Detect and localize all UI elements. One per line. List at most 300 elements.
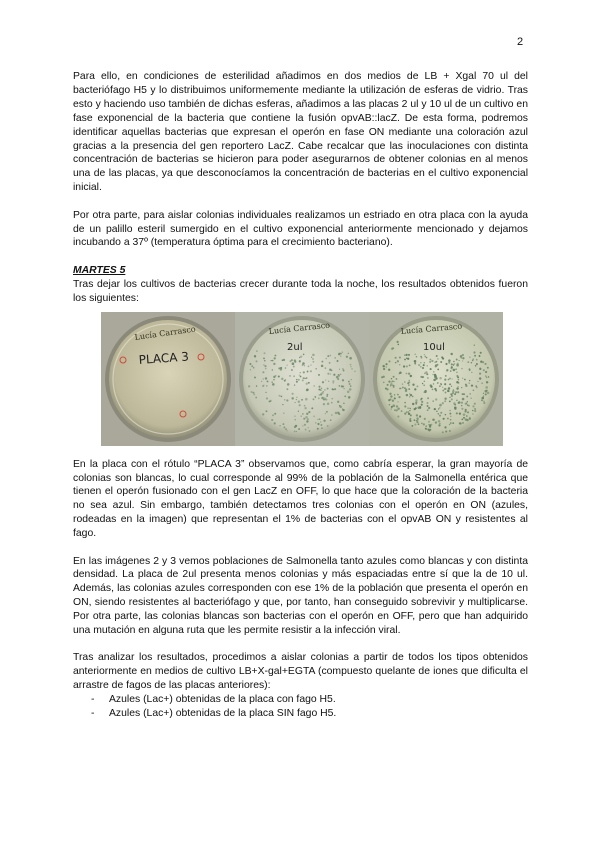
colony-dot xyxy=(409,419,411,421)
paragraph: En la placa con el rótulo “PLACA 3” observamos que, como cabría esperar, la gran mayoría de colonias son blancas, lo cual corresponde al 99% de la población de la Salmonella entérica que tienen el operón fusionado con el gen LacZ en OFF, lo que hace que la coloración de la bacteria no sea azul. Sin embargo, también detectamos tres colonias con el operón en ON (azules, rodeadas en la imagen) que representan el 1% de bacterias con el opvAB ON y resistentes al fago. xyxy=(73,458,528,540)
colony-dot xyxy=(313,385,314,386)
colony-dot xyxy=(349,357,352,360)
colony-dot xyxy=(406,393,408,395)
colony-dot xyxy=(463,393,465,395)
colony-dot xyxy=(485,375,486,376)
colony-dot xyxy=(313,415,315,417)
colony-dot xyxy=(414,362,416,364)
colony-dot xyxy=(325,367,327,369)
colony-dot xyxy=(333,382,334,383)
colony-dot xyxy=(320,421,321,422)
colony-dot xyxy=(463,416,465,418)
colony-dot xyxy=(348,396,351,399)
colony-dot xyxy=(477,380,478,381)
colony-dot xyxy=(452,422,454,424)
colony-dot xyxy=(262,413,264,415)
colony-dot xyxy=(299,360,301,362)
colony-dot xyxy=(469,368,471,370)
colony-dot xyxy=(433,371,434,372)
colony-dot xyxy=(449,412,451,414)
colony-dot xyxy=(253,367,255,369)
colony-dot xyxy=(444,397,446,399)
colony-dot xyxy=(420,362,421,363)
colony-dot xyxy=(263,357,265,359)
colony-dot xyxy=(479,377,481,379)
colony-dot xyxy=(456,399,457,400)
colony-dot xyxy=(422,382,424,384)
colony-dot xyxy=(451,385,452,386)
colony-dot xyxy=(304,407,306,409)
colony-dot xyxy=(421,403,423,405)
colony-dot xyxy=(471,371,472,372)
colony-dot xyxy=(438,408,439,409)
colony-dot xyxy=(432,400,434,402)
colony-dot xyxy=(249,363,251,365)
colony-dot xyxy=(456,387,458,389)
colony-dot xyxy=(420,365,422,367)
colony-dot xyxy=(404,387,406,389)
colony-dot xyxy=(483,401,485,403)
colony-dot xyxy=(439,407,440,408)
colony-dot xyxy=(406,411,408,413)
colony-dot xyxy=(350,363,352,365)
colony-dot xyxy=(392,399,394,401)
colony-dot xyxy=(397,360,399,362)
colony-dot xyxy=(406,372,408,374)
colony-dot xyxy=(424,355,426,357)
colony-dot xyxy=(324,389,325,390)
colony-dot xyxy=(448,359,451,362)
colony-dot xyxy=(443,417,445,419)
colony-dot xyxy=(409,364,411,366)
colony-dot xyxy=(407,357,409,359)
colony-dot xyxy=(350,366,351,367)
colony-dot xyxy=(402,383,403,384)
colony-dot xyxy=(331,414,333,416)
colony-dot xyxy=(481,382,482,383)
colony-dot xyxy=(286,364,287,365)
colony-dot xyxy=(383,381,385,383)
colony-dot xyxy=(285,367,287,369)
colony-dot xyxy=(461,407,463,409)
colony-dot xyxy=(322,381,324,383)
colony-dot xyxy=(439,377,441,379)
colony-dot xyxy=(448,361,450,363)
colony-dot xyxy=(303,371,305,373)
colony-dot xyxy=(305,428,307,430)
colony-dot xyxy=(397,401,398,402)
colony-dot xyxy=(458,359,459,360)
colony-dot xyxy=(272,369,273,370)
colony-dot xyxy=(318,374,320,376)
colony-dot xyxy=(427,377,429,379)
colony-dot xyxy=(462,377,463,378)
colony-dot xyxy=(315,367,317,369)
colony-dot xyxy=(398,396,400,398)
colony-dot xyxy=(332,388,334,390)
colony-dot xyxy=(461,404,463,406)
colony-dot xyxy=(347,390,350,393)
colony-dot xyxy=(472,405,474,407)
colony-dot xyxy=(437,358,439,360)
colony-dot xyxy=(451,394,453,396)
colony-dot xyxy=(321,427,323,429)
colony-dot xyxy=(410,418,412,420)
colony-dot xyxy=(342,368,344,370)
colony-dot xyxy=(330,419,332,421)
colony-dot xyxy=(319,388,320,389)
colony-dot xyxy=(289,360,291,362)
colony-dot xyxy=(428,420,430,422)
colony-dot xyxy=(334,357,336,359)
colony-dot xyxy=(434,408,436,410)
colony-dot xyxy=(464,378,466,380)
colony-dot xyxy=(459,422,461,424)
colony-dot xyxy=(388,380,390,382)
colony-dot xyxy=(318,397,320,399)
colony-dot xyxy=(402,386,404,388)
colony-dot xyxy=(286,399,288,401)
colony-dot xyxy=(267,380,269,382)
colony-dot xyxy=(313,398,315,400)
colony-dot xyxy=(298,410,299,411)
colony-dot xyxy=(474,409,476,411)
colony-dot xyxy=(383,367,385,369)
colony-dot xyxy=(291,369,293,371)
colony-dot xyxy=(406,357,408,359)
colony-dot xyxy=(434,387,436,389)
paragraph: En las imágenes 2 y 3 vemos poblaciones de Salmonella tanto azules como blancas y con distinta densidad. La placa de 2ul presenta menos colonias y más espaciadas entre sí que la de 10 ul. Además, las colonias azules corresponden con ese 1% de la población que presenta el operón en ON, siendo resistentes al bacteriófago y que, por tanto, han conseguido sobrevivir y multiplicarse. Por otra parte, las colonias blancas son bacterias con el operón en OFF, pero que han adquirido una mutación en alguna ruta que les permite resistir a la infección viral. xyxy=(73,555,528,637)
colony-dot xyxy=(321,396,324,399)
colony-dot xyxy=(467,401,468,402)
colony-dot xyxy=(416,385,418,387)
colony-dot xyxy=(273,375,275,377)
colony-dot xyxy=(251,365,253,367)
colony-dot xyxy=(325,398,327,400)
colony-dot xyxy=(271,418,273,420)
colony-dot xyxy=(449,400,451,402)
colony-dot xyxy=(326,395,328,397)
colony-dot xyxy=(296,396,297,397)
colony-dot xyxy=(430,368,432,370)
colony-dot xyxy=(427,402,429,404)
colony-dot xyxy=(343,369,345,371)
colony-dot xyxy=(315,396,316,397)
colony-dot xyxy=(281,395,283,397)
colony-dot xyxy=(458,379,459,380)
colony-dot xyxy=(404,354,405,355)
colony-dot xyxy=(331,397,333,399)
colony-dot xyxy=(397,343,399,345)
petri-dish-photo-2ul xyxy=(235,312,369,446)
handwritten-name: Lucía Carrasco xyxy=(400,321,463,336)
colony-dot xyxy=(337,360,339,362)
colony-dot xyxy=(431,359,433,361)
colony-dot xyxy=(320,393,322,395)
paragraph: Tras analizar los resultados, procedimos a aislar colonias a partir de todos los tipos obtenidos anteriormente en medios de cultivo LB+X-gal+EGTA (compuesto quelante de iones que dificulta el arrastre de fagos de las placas anteriores): xyxy=(73,652,528,692)
colony-dot xyxy=(254,376,256,378)
colony-dot xyxy=(487,391,490,394)
colony-dot xyxy=(386,388,388,390)
colony-dot xyxy=(396,405,398,407)
colony-dot xyxy=(435,398,437,400)
colony-dot xyxy=(445,413,447,415)
colony-dot xyxy=(407,382,409,384)
colony-dot xyxy=(269,400,271,402)
colony-dot xyxy=(426,365,427,366)
colony-dot xyxy=(455,391,457,393)
handwritten-name: Lucía Carrasco xyxy=(268,320,331,336)
colony-dot xyxy=(429,429,431,431)
colony-dot xyxy=(327,387,329,389)
colony-dot xyxy=(342,351,343,352)
colony-dot xyxy=(278,375,280,377)
colony-dot xyxy=(466,415,468,417)
colony-dot xyxy=(409,396,410,397)
colony-dot xyxy=(256,350,258,352)
colony-dot xyxy=(394,397,396,399)
colony-dot xyxy=(438,420,441,423)
colony-dot xyxy=(421,400,423,402)
paragraph: Para ello, en condiciones de esterilidad añadimos en dos medios de LB + Xgal 70 ul del bacteriófago H5 y lo distribuimos uniformemente mediante la utilización de esferas de vidrio. Tras esto y haciendo uso también de dichas esferas, añadimos a las placas 2 ul y 10 ul de un cultivo en fase exponencial de la bacteria que contiene la fusión opvAB::lacZ. De esta forma, podremos identificar aquellas bacterias que expresan el operón en fase ON mediante una coloración azul gracias a la presencia del gen reportero LacZ. Cabe recalcar que las inoculaciones con distinta concentración de bacterias se hicieron para poder asegurarnos de obtener colonias en al menos una de las placas, ya que desconocíamos la concentración de bacterias en el cultivo exponencial inicial. xyxy=(73,71,528,194)
colony-dot xyxy=(295,401,296,402)
colony-dot xyxy=(274,357,276,359)
colony-dot xyxy=(418,423,420,425)
colony-dot xyxy=(435,375,437,377)
colony-dot xyxy=(408,388,410,390)
colony-dot xyxy=(445,391,447,393)
colony-dot xyxy=(451,398,453,400)
colony-dot xyxy=(330,373,331,374)
colony-dot xyxy=(306,382,308,384)
colony-dot xyxy=(294,425,296,427)
colony-dot xyxy=(484,362,486,364)
colony-dot xyxy=(455,368,457,370)
colony-dot xyxy=(445,375,447,377)
colony-dot xyxy=(346,355,348,357)
colony-dot xyxy=(306,377,308,379)
colony-dot xyxy=(409,407,411,409)
colony-dot xyxy=(438,424,440,426)
colony-dot xyxy=(424,417,426,419)
colony-dot xyxy=(286,388,288,390)
colony-dot xyxy=(473,358,474,359)
colony-dot xyxy=(342,408,344,410)
colony-dot xyxy=(469,393,471,395)
colony-dot xyxy=(442,386,443,387)
colony-dot xyxy=(485,370,487,372)
colony-dot xyxy=(444,378,446,380)
colony-dot xyxy=(447,369,448,370)
colony-dot xyxy=(430,385,432,387)
colony-dot xyxy=(299,374,300,375)
colony-dot xyxy=(252,391,254,393)
colony-dot xyxy=(325,379,326,380)
colony-dot xyxy=(415,407,417,409)
colony-dot xyxy=(310,364,311,365)
colony-dot xyxy=(329,362,331,364)
colony-dot xyxy=(444,388,445,389)
colony-dot xyxy=(469,382,470,383)
colony-dot xyxy=(284,399,286,401)
colony-dot xyxy=(339,405,342,408)
colony-dot xyxy=(349,388,352,391)
colony-dot xyxy=(394,409,396,411)
colony-dot xyxy=(341,353,342,354)
colony-dot xyxy=(329,354,331,356)
colony-dot xyxy=(261,380,262,381)
colony-dot xyxy=(431,423,433,425)
colony-dot xyxy=(283,412,284,413)
colony-dot xyxy=(308,411,310,413)
colony-dot xyxy=(462,357,464,359)
colony-dot xyxy=(421,422,422,423)
colony-dot xyxy=(406,365,408,367)
colony-dot xyxy=(274,422,276,424)
colony-dot xyxy=(399,371,402,374)
colony-dot xyxy=(454,393,456,395)
colony-dot xyxy=(456,358,458,360)
colony-dot xyxy=(457,376,459,378)
colony-dot xyxy=(343,385,344,386)
colony-dot xyxy=(302,379,304,381)
colony-dot xyxy=(323,419,325,421)
colony-dot xyxy=(317,418,319,420)
colony-dot xyxy=(465,402,467,404)
colony-dot xyxy=(408,412,410,414)
colony-dot xyxy=(482,361,484,363)
colony-dot xyxy=(425,371,427,373)
colony-dot xyxy=(422,375,424,377)
colony-dot xyxy=(483,369,485,371)
colony-dot xyxy=(448,378,450,380)
colony-dot xyxy=(294,415,295,416)
colony-dot xyxy=(464,410,466,412)
colony-dot xyxy=(300,355,302,357)
colony-dot xyxy=(449,396,450,397)
colony-dot xyxy=(325,357,327,359)
colony-dot xyxy=(271,360,272,361)
colony-dot xyxy=(453,360,455,362)
colony-dot xyxy=(467,361,469,363)
colony-dot xyxy=(381,376,383,378)
colony-dot xyxy=(303,353,305,355)
colony-dot xyxy=(341,385,343,387)
colony-dot xyxy=(437,368,439,370)
colony-dot xyxy=(482,399,483,400)
colony-dot xyxy=(298,400,300,402)
colony-dot xyxy=(417,419,419,421)
colony-dot xyxy=(409,393,410,394)
colony-dot xyxy=(479,372,481,374)
colony-dot xyxy=(263,352,265,354)
colony-dot xyxy=(283,426,285,428)
colony-dot xyxy=(264,365,266,367)
colony-dot xyxy=(304,365,305,366)
colony-dot xyxy=(461,418,463,420)
colony-dot xyxy=(485,393,487,395)
colony-dot xyxy=(312,360,314,362)
colony-dot xyxy=(272,383,275,386)
colony-dot xyxy=(437,363,439,365)
colony-dot xyxy=(302,425,303,426)
colony-dot xyxy=(425,427,427,429)
colony-dot xyxy=(298,428,300,430)
colony-dot xyxy=(436,360,438,362)
colony-dot xyxy=(350,385,352,387)
colony-dot xyxy=(337,411,339,413)
colony-dot xyxy=(408,411,409,412)
colony-dot xyxy=(461,367,462,368)
colony-dot xyxy=(301,398,303,400)
colony-dot xyxy=(422,367,424,369)
colony-dot xyxy=(421,397,423,399)
colony-dot xyxy=(305,416,308,419)
colony-dot xyxy=(331,401,333,403)
colony-dot xyxy=(412,402,414,404)
colony-dot xyxy=(317,427,319,429)
colony-dot xyxy=(445,430,447,432)
colony-dot xyxy=(304,423,306,425)
colony-dot xyxy=(394,394,395,395)
colony-dot xyxy=(480,351,482,353)
handwritten-name: Lucía Carrasco xyxy=(134,324,197,342)
colony-dot xyxy=(423,423,425,425)
colony-dot xyxy=(395,378,397,380)
colony-dot xyxy=(449,430,451,432)
colony-dot xyxy=(459,412,461,414)
colony-dot xyxy=(401,410,403,412)
colony-dot xyxy=(391,378,392,379)
petri-dish-photo-10ul xyxy=(369,312,503,446)
colony-dot xyxy=(425,425,427,427)
colony-dot xyxy=(388,360,390,362)
colony-dot xyxy=(483,392,484,393)
colony-dot xyxy=(471,362,472,363)
colony-dot xyxy=(264,359,266,361)
colony-dot xyxy=(472,413,474,415)
colony-dot xyxy=(461,357,463,359)
colony-dot xyxy=(457,391,459,393)
colony-dot xyxy=(385,363,387,365)
colony-dot xyxy=(474,408,476,410)
colony-dot xyxy=(302,362,305,365)
colony-dot xyxy=(296,380,298,382)
colony-dot xyxy=(473,389,475,391)
colony-dot xyxy=(439,385,440,386)
colony-dot xyxy=(319,418,321,420)
colony-dot xyxy=(315,422,316,423)
colony-dot xyxy=(399,356,401,358)
colony-dot xyxy=(338,385,340,387)
colony-dot xyxy=(449,377,451,379)
colony-dot xyxy=(296,378,297,379)
colony-dot xyxy=(427,405,429,407)
colony-dot xyxy=(457,386,458,387)
colony-dot xyxy=(280,368,281,369)
colony-dot xyxy=(393,381,394,382)
colony-dot xyxy=(311,356,312,357)
colony-dot xyxy=(454,406,457,409)
handwritten-label: 2ul xyxy=(287,341,303,353)
colony-dot xyxy=(451,378,452,379)
colony-dot xyxy=(307,418,309,420)
colony-dot xyxy=(450,418,452,420)
colony-dot xyxy=(382,365,384,367)
colony-dot xyxy=(284,379,286,381)
colony-dot xyxy=(470,397,471,398)
colony-dot xyxy=(465,383,467,385)
